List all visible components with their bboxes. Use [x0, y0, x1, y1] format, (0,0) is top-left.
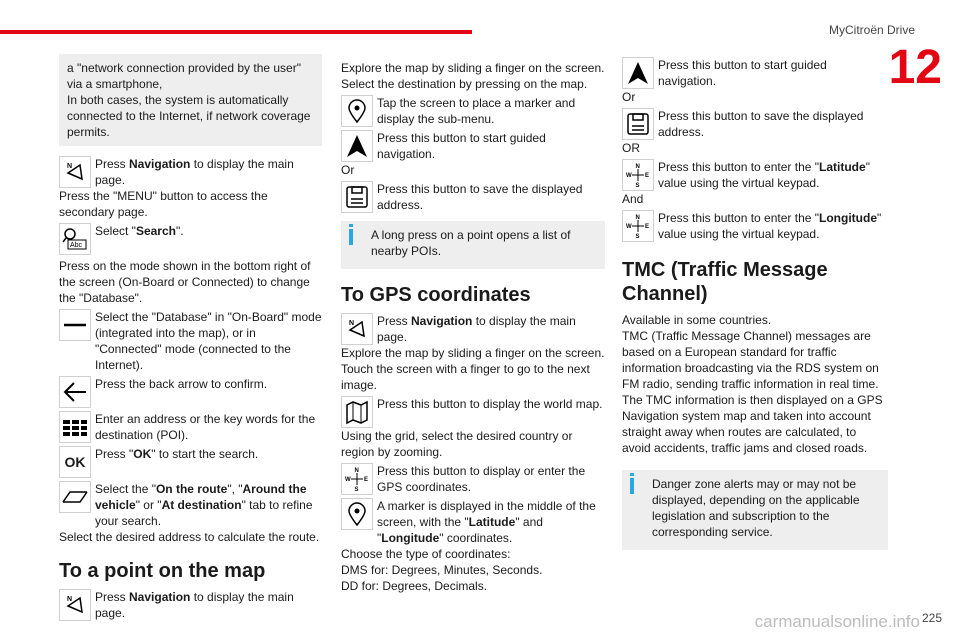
- text: Explore the map by sliding a finger on the screen.: [341, 346, 605, 360]
- text: Touch the screen with a finger to go to the next image.: [341, 362, 590, 392]
- world-map-icon[interactable]: [341, 396, 373, 428]
- svg-text:W: W: [626, 173, 632, 179]
- text: Available in some countries.: [622, 313, 772, 327]
- svg-text:E: E: [645, 173, 650, 179]
- svg-text:Abc: Abc: [70, 242, 83, 249]
- navigation-icon[interactable]: [341, 313, 373, 345]
- step-tabs: Select the "On the route", "Around the vehicle" or "At destination" tab to refine your search.: [59, 481, 322, 529]
- text: And: [622, 192, 644, 206]
- svg-text:E: E: [645, 224, 650, 230]
- text: Explore the map by sliding a finger on the screen.: [341, 61, 605, 75]
- keyboard-icon[interactable]: [59, 411, 91, 443]
- map-pin-icon[interactable]: [341, 95, 373, 127]
- svg-text:N: N: [354, 468, 359, 474]
- text: Press the "MENU" button to access the secondary page.: [59, 189, 268, 219]
- svg-text:W: W: [345, 477, 351, 483]
- column-2: [341, 60, 605, 594]
- step-search: Abc Select "Search".: [59, 223, 322, 255]
- step-gps: N W E S Press this button to display or enter the GPS coordinates.: [341, 463, 605, 495]
- svg-text:N: N: [67, 163, 73, 170]
- step-longitude: N W E S Press this button to enter the "Longitude" value using the virtual keypad.: [622, 210, 888, 242]
- text: TMC (Traffic Message Channel) messages are based on a European standard for traffic information broadcasting via the RDS system on FM radio, sending traffic information in real time.: [622, 329, 879, 391]
- step-marker: Tap the screen to place a marker and display the sub-menu.: [341, 95, 605, 127]
- guidance-arrow-icon[interactable]: [341, 130, 373, 162]
- text: OR: [622, 141, 640, 155]
- map-pin-icon[interactable]: [341, 498, 373, 530]
- header-accent-bar: [0, 30, 472, 34]
- step-navigation-2: N Press Navigation to display the main page.: [59, 589, 322, 621]
- info-box: a "network connection provided by the user" via a smartphone, In both cases, the system is automatically connected to the Internet, if network coverage permits.: [59, 54, 322, 146]
- step-navigation-3: N Press Navigation to display the main page.: [341, 313, 605, 345]
- compass-icon[interactable]: [622, 210, 654, 242]
- svg-text:E: E: [364, 477, 369, 483]
- compass-icon[interactable]: [622, 159, 654, 191]
- step-marker-coords: A marker is displayed in the middle of the screen, with the "Latitude" and "Longitude" coordinates.: [341, 498, 605, 546]
- step-world-map: Press this button to display the world map.: [341, 396, 605, 428]
- save-icon[interactable]: [341, 181, 373, 213]
- column-1: [59, 54, 322, 621]
- text: Press on the mode shown in the bottom right of the screen (On-Board or Connected) to change the "Database".: [59, 259, 311, 305]
- chapter-number: 12: [888, 41, 942, 94]
- step-navigation: N Press Navigation to display the main page.: [59, 156, 322, 188]
- watermark: carmanualsonline.info: [754, 612, 920, 631]
- section-title: MyCitroën Drive: [828, 23, 915, 37]
- text: Or: [341, 163, 355, 177]
- text: The TMC information is then displayed on a GPS Navigation system map and taken into account straight away when routes are calculated, to avoid accidents, traffic jams and closed roads.: [622, 393, 883, 455]
- info-note: A long press on a point opens a list of nearby POIs.: [341, 221, 605, 269]
- step-guidance: Press this button to start guided navigation.: [341, 130, 605, 162]
- step-latitude: N W E S Press this button to enter the "Latitude" value using the virtual keypad.: [622, 159, 888, 191]
- svg-text:S: S: [354, 487, 359, 492]
- save-icon[interactable]: [622, 108, 654, 140]
- svg-text:W: W: [626, 224, 632, 230]
- page-number: 225: [921, 611, 942, 625]
- svg-text:S: S: [635, 183, 640, 188]
- text: Choose the type of coordinates:: [341, 547, 511, 561]
- step-ok: OK Press "OK" to start the search.: [59, 446, 322, 478]
- step-database: Select the "Database" in "On-Board" mode (integrated into the map), or in "Connected" mode (connected to the Internet).: [59, 309, 322, 373]
- svg-text:N: N: [635, 215, 640, 221]
- info-icon: [630, 478, 634, 494]
- step-guidance: Press this button to start guided navigation.: [622, 57, 888, 89]
- navigation-icon[interactable]: [59, 589, 91, 621]
- info-note: Danger zone alerts may or may not be displayed, depending on the applicable legislation and subscription to the corresponding service.: [622, 470, 888, 550]
- step-save: Press this button to save the displayed address.: [622, 108, 888, 140]
- text: Or: [622, 90, 636, 104]
- svg-text:N: N: [67, 596, 73, 603]
- step-keyboard: Enter an address or the key words for the destination (POI).: [59, 411, 322, 443]
- guidance-arrow-icon[interactable]: [622, 57, 654, 89]
- ok-button[interactable]: OK: [59, 446, 91, 478]
- database-toggle-icon[interactable]: [59, 309, 91, 341]
- step-back: Press the back arrow to confirm.: [59, 376, 322, 408]
- svg-text:S: S: [635, 234, 640, 239]
- text: Select the destination by pressing on the map.: [341, 77, 588, 91]
- step-save: Press this button to save the displayed address.: [341, 181, 605, 213]
- navigation-icon[interactable]: [59, 156, 91, 188]
- text: Using the grid, select the desired country or region by zooming.: [341, 429, 573, 459]
- section-heading: To GPS coordinates: [341, 284, 531, 306]
- svg-text:N: N: [349, 320, 355, 327]
- section-heading: To a point on the map: [59, 560, 266, 582]
- column-3: [622, 57, 888, 550]
- info-icon: [349, 229, 353, 245]
- text: DD for: Degrees, Decimals.: [341, 579, 488, 593]
- text: Select the desired address to calculate the route.: [59, 530, 320, 544]
- back-arrow-icon[interactable]: [59, 376, 91, 408]
- text: DMS for: Degrees, Minutes, Seconds.: [341, 563, 543, 577]
- search-abc-icon[interactable]: [59, 223, 91, 255]
- route-tab-icon[interactable]: [59, 481, 91, 513]
- compass-icon[interactable]: [341, 463, 373, 495]
- svg-text:N: N: [635, 164, 640, 170]
- section-heading: TMC (Traffic Message Channel): [622, 259, 828, 305]
